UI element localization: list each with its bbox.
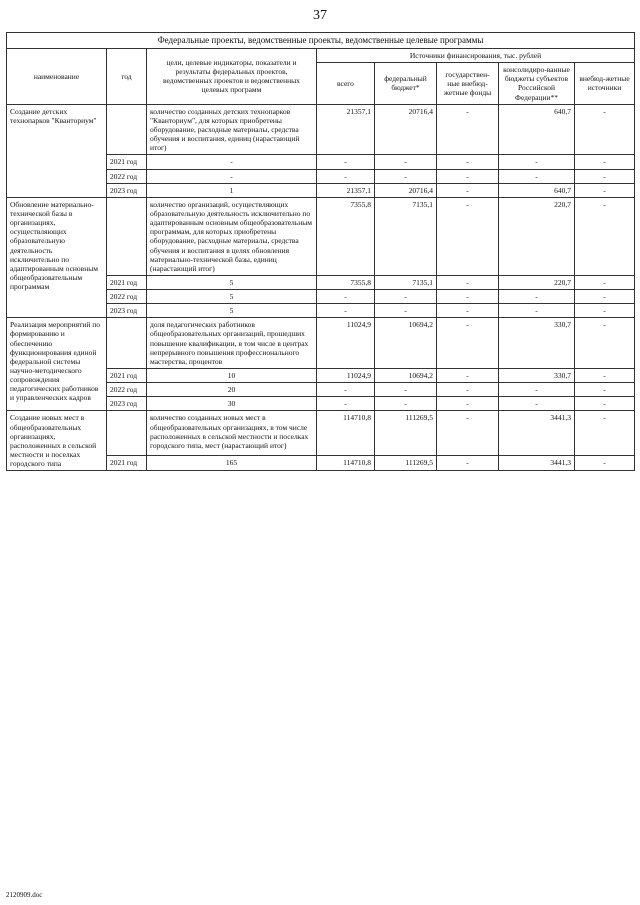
amount-total: - xyxy=(317,383,375,397)
amount-regional: - xyxy=(499,304,575,318)
table-row xyxy=(7,411,635,456)
amount-regional: - xyxy=(499,290,575,304)
indicator-value: - xyxy=(147,155,317,169)
amount-total: - xyxy=(317,290,375,304)
indicator-value: 1 xyxy=(147,183,317,197)
amount-federal: - xyxy=(375,383,437,397)
table-row xyxy=(7,197,635,275)
amount-state-funds: - xyxy=(437,411,499,456)
amount-federal: 111269,5 xyxy=(375,456,437,471)
indicator-value: - xyxy=(147,169,317,183)
amount-total: 114710,8 xyxy=(317,456,375,471)
amount-regional: 220,7 xyxy=(499,275,575,289)
amount-total: 7355,8 xyxy=(317,275,375,289)
amount-state-funds: - xyxy=(437,104,499,155)
amount-total: 21357,1 xyxy=(317,183,375,197)
amount-state-funds: - xyxy=(437,456,499,471)
header-state-funds: государствен-ные внебюд-жетные фонды xyxy=(437,63,499,105)
header-goals: цели, целевые индикаторы, показатели и результаты федеральных проектов, ведомственных проектов и ведомственных целевых программ xyxy=(147,48,317,104)
amount-regional: 640,7 xyxy=(499,183,575,197)
amount-state-funds: - xyxy=(437,275,499,289)
year-cell: 2022 год xyxy=(107,169,147,183)
funding-table xyxy=(6,32,635,471)
indicator-text: количество организаций, осуществляющих образовательную деятельность исключительно по адаптированным основным общеобразовательным программам, для которых приобретены оборудование, расходные материалы, средства обучения и воспитания в целях обновления материально-технической базы, единиц (нарастающий итог) xyxy=(147,197,317,275)
header-year: год xyxy=(107,48,147,104)
year-cell: 2023 год xyxy=(107,304,147,318)
amount-state-funds: - xyxy=(437,318,499,369)
amount-total: - xyxy=(317,397,375,411)
header-name: наименование xyxy=(7,48,107,104)
document-id: 2120909.doc xyxy=(6,891,43,899)
amount-total: - xyxy=(317,169,375,183)
amount-extra: - xyxy=(575,104,635,155)
table-body xyxy=(7,104,635,471)
amount-extra: - xyxy=(575,411,635,456)
amount-regional: 220,7 xyxy=(499,197,575,275)
year-cell-empty xyxy=(107,411,147,456)
amount-extra: - xyxy=(575,155,635,169)
amount-state-funds: - xyxy=(437,304,499,318)
indicator-text: количество созданных детских технопарков "Кванториум", для которых приобретены оборудование, расходные материалы, средства обучения и воспитания, единиц (нарастающий итог) xyxy=(147,104,317,155)
amount-total: 7355,8 xyxy=(317,197,375,275)
page-number: 37 xyxy=(313,8,327,23)
amount-federal: 10694,2 xyxy=(375,369,437,383)
amount-extra: - xyxy=(575,197,635,275)
indicator-value: 165 xyxy=(147,456,317,471)
amount-federal: - xyxy=(375,397,437,411)
header-extra: внебюд-жетные источники xyxy=(575,63,635,105)
year-cell: 2021 год xyxy=(107,275,147,289)
amount-extra: - xyxy=(575,318,635,369)
year-cell: 2023 год xyxy=(107,397,147,411)
year-cell: 2022 год xyxy=(107,383,147,397)
project-name: Создание детских технопарков "Кванториум" xyxy=(7,104,107,197)
indicator-value: 5 xyxy=(147,304,317,318)
year-cell: 2021 год xyxy=(107,456,147,471)
amount-extra: - xyxy=(575,456,635,471)
year-cell: 2021 год xyxy=(107,155,147,169)
year-cell-empty xyxy=(107,104,147,155)
indicator-value: 20 xyxy=(147,383,317,397)
indicator-value: 30 xyxy=(147,397,317,411)
project-name: Создание новых мест в общеобразовательных организациях, расположенных в сельской местности и поселках городского типа xyxy=(7,411,107,471)
amount-extra: - xyxy=(575,275,635,289)
amount-total: 11024,9 xyxy=(317,369,375,383)
table-row xyxy=(7,104,635,155)
amount-extra: - xyxy=(575,169,635,183)
amount-state-funds: - xyxy=(437,369,499,383)
amount-extra: - xyxy=(575,304,635,318)
amount-federal: - xyxy=(375,155,437,169)
amount-regional: 3441,3 xyxy=(499,411,575,456)
indicator-text: доля педагогических работников общеобразовательных организаций, прошедших повышение квалификации, в том числе в центрах непрерывного повышения профессионального мастерства, процентов xyxy=(147,318,317,369)
year-cell-empty xyxy=(107,197,147,275)
amount-federal: 20716,4 xyxy=(375,104,437,155)
amount-regional: 640,7 xyxy=(499,104,575,155)
amount-state-funds: - xyxy=(437,197,499,275)
project-name: Реализация мероприятий по формированию и обеспечению функционирования единой федеральной системы научно-методического сопровождения педагогических работников и управленческих кадров xyxy=(7,318,107,411)
amount-federal: - xyxy=(375,169,437,183)
header-total: всего xyxy=(317,63,375,105)
amount-total: - xyxy=(317,304,375,318)
amount-state-funds: - xyxy=(437,183,499,197)
project-name: Обновление материально-технической базы в организациях, осуществляющих образовательную деятельность исключительно по адаптированным основным общеобразовательным программам xyxy=(7,197,107,318)
amount-regional: - xyxy=(499,169,575,183)
amount-state-funds: - xyxy=(437,169,499,183)
amount-state-funds: - xyxy=(437,290,499,304)
amount-extra: - xyxy=(575,183,635,197)
amount-total: - xyxy=(317,155,375,169)
amount-extra: - xyxy=(575,290,635,304)
amount-regional: 3441,3 xyxy=(499,456,575,471)
amount-federal: 111269,5 xyxy=(375,411,437,456)
amount-extra: - xyxy=(575,383,635,397)
amount-federal: - xyxy=(375,304,437,318)
header-funding-group: Источники финансирования, тыс. рублей xyxy=(317,48,635,62)
year-cell-empty xyxy=(107,318,147,369)
amount-total: 114710,8 xyxy=(317,411,375,456)
indicator-text: количество созданных новых мест в общеобразовательных организациях, в том числе расположенных в сельской местности и поселках городского типа, мест (нарастающий итог) xyxy=(147,411,317,456)
amount-federal: - xyxy=(375,290,437,304)
year-cell: 2021 год xyxy=(107,369,147,383)
indicator-value: 5 xyxy=(147,290,317,304)
section-title: Федеральные проекты, ведомственные проекты, ведомственные целевые программы xyxy=(7,33,635,49)
amount-regional: 330,7 xyxy=(499,369,575,383)
indicator-value: 5 xyxy=(147,275,317,289)
table-row xyxy=(7,318,635,369)
amount-state-funds: - xyxy=(437,397,499,411)
amount-total: 21357,1 xyxy=(317,104,375,155)
amount-regional: - xyxy=(499,155,575,169)
amount-total: 11024,9 xyxy=(317,318,375,369)
amount-regional: - xyxy=(499,383,575,397)
amount-regional: - xyxy=(499,397,575,411)
amount-extra: - xyxy=(575,369,635,383)
indicator-value: 10 xyxy=(147,369,317,383)
header-regional: консолидиро-ванные бюджеты субъектов Российской Федерации** xyxy=(499,63,575,105)
header-federal: федеральный бюджет* xyxy=(375,63,437,105)
amount-federal: 20716,4 xyxy=(375,183,437,197)
amount-state-funds: - xyxy=(437,383,499,397)
amount-federal: 10694,2 xyxy=(375,318,437,369)
year-cell: 2022 год xyxy=(107,290,147,304)
amount-regional: 330,7 xyxy=(499,318,575,369)
amount-extra: - xyxy=(575,397,635,411)
amount-federal: 7135,1 xyxy=(375,197,437,275)
amount-state-funds: - xyxy=(437,155,499,169)
year-cell: 2023 год xyxy=(107,183,147,197)
amount-federal: 7135,1 xyxy=(375,275,437,289)
